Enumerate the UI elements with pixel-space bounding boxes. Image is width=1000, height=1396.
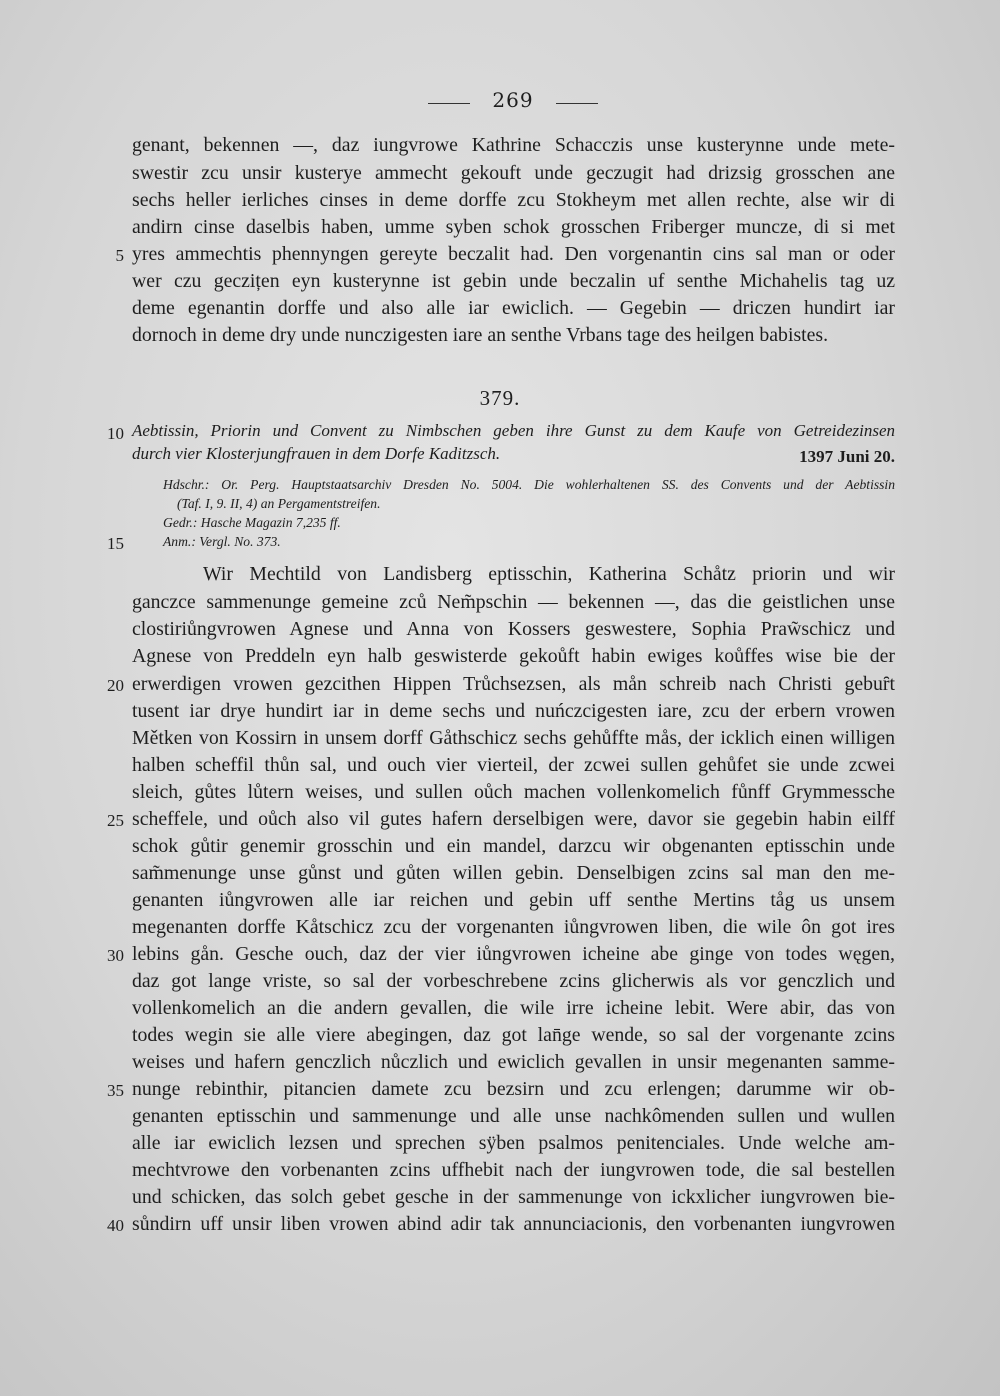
text-line: andirn cinse daselbis haben, umme syben schok grosschen Friberger muncze, di si met (132, 216, 895, 238)
document-number: 379. (479, 386, 521, 410)
manuscript-note: Hdschr.: Or. Perg. Hauptstaatsarchiv Dresden No. 5004. Die wohlerhaltenen SS. des Convents und der Aebtissin (163, 477, 895, 492)
text-line: halben scheffil thůn sal, und ouch vier vierteil, der zcwei sullen gehůfet sie unde zcwei (132, 754, 895, 776)
header-rule-left (428, 103, 470, 104)
text-line: sleich, gůtes lůtern weises, und sullen oůch machen vollenkomelich fůnff Grymmessche (132, 781, 895, 803)
line-number: 30 (107, 946, 124, 965)
line-number: 20 (107, 676, 124, 695)
manuscript-note-cont: (Taf. I, 9. II, 4) an Pergamentstreifen. (177, 496, 381, 511)
text-line: genanten eptisschin und sammenunge und alle unse nachkômenden sullen und wullen (132, 1105, 895, 1127)
text-line: sechs heller ierliches cinses in deme dorffe zcu Stokheym met allen rechte, alse wir di (132, 189, 895, 211)
text-line: Agnese von Preddeln eyn halb geswisterde gekoůft habin ewiges koůffes wise bie der (132, 645, 895, 667)
line-number: 40 (107, 1216, 124, 1235)
text-line: megenanten dorffe Kåtschicz zcu der vorgenanten iůngvrowen liben, die wile ôn got ires (132, 916, 895, 938)
text-line: sam̃menunge unse gůnst und gůten willen gebin. Denselbigen zcins sal man den me- (132, 862, 895, 884)
regest-line: Aebtissin, Priorin und Convent zu Nimbschen geben ihre Gunst zu dem Kaufe von Getreidezinsen (132, 421, 895, 440)
text-line: dornoch in deme dry unde nunczigesten iare an senthe Vrbans tage des heilgen babistes. (132, 324, 829, 346)
text-line: lebins gån. Gesche ouch, daz der vier iůngvrowen icheine abe ginge von todes węgen, (132, 943, 895, 965)
regest-line: durch vier Klosterjungfrauen in dem Dorfe Kaditzsch. (132, 444, 501, 463)
page-number: 269 (492, 88, 534, 112)
text-line: und schicken, das solch gebet gesche in der sammenunge von ickxlicher iungvrowen bie- (132, 1186, 895, 1208)
text-line: erwerdigen vrowen gezcithen Hippen Trůchsezsen, als mån schreib nach Christi gebuȓt (132, 673, 895, 695)
document-date: 1397 Juni 20. (799, 447, 895, 466)
text-line: schok gůtir genemir grosschin und ein mandel, darzcu wir obgenanten eptisschin unde (132, 835, 895, 857)
text-line: scheffele, und oůch also vil gutes hafern derselbigen were, davor sie gegebin habin eilff (132, 808, 895, 830)
text-line: todes wegin sie alle viere abegingen, daz got lan̄ge wende, so sal der vorgenante zcins (132, 1024, 895, 1046)
text-line: ganczce sammenunge gemeine zců Nem̃pschin — bekennen —, das die geistlichen unse (132, 591, 895, 613)
text-line: alle iar ewiclich lezsen und sprechen sÿben psalmos penitenciales. Unde welche am- (132, 1132, 895, 1154)
header-rule-right (556, 103, 598, 104)
text-line: sůndirn uff unsir liben vrowen abind adir tak annunciacionis, den vorbenanten iungvrowen (132, 1213, 895, 1235)
page-header (0, 88, 1000, 118)
text-line: yres ammechtis phennyngen gereyte beczalit had. Den vorgenantin cins sal man or oder (132, 243, 895, 265)
text-line: Wir Mechtild von Landisberg eptisschin, Katherina Schåtz priorin und wir (203, 563, 895, 585)
remark-note: Anm.: Vergl. No. 373. (163, 534, 281, 549)
text-line: clostiriůngvrowen Agnese und Anna von Kossers geswestere, Sophia Praw̃schicz und (132, 618, 895, 640)
text-line: daz got lange vriste, so sal der vorbeschrebene zcins glicherwis als vor genczlich und (132, 970, 895, 992)
text-line: Mětken von Kossirn in unsem dorff Gåthschicz sechs gehůffte mås, der icklich einen willigen (132, 727, 895, 749)
line-number: 25 (107, 811, 124, 830)
text-line: vollenkomelich an die andern gevallen, die wile irre icheine lebit. Were abir, das von (132, 997, 895, 1019)
text-line: nunge rebinthir, pitancien damete zcu bezsirn und zcu erlengen; darumme wir ob- (132, 1078, 895, 1100)
text-line: genant, bekennen —, daz iungvrowe Kathrine Schacczis unse kusterynne unde mete- (132, 134, 895, 156)
text-line: tusent iar drye hundirt iar in deme sechs und nuńczcigesten iare, zcu der erbern vrowen (132, 700, 895, 722)
line-number: 10 (107, 424, 124, 443)
text-line: weises und hafern genczlich nůczlich und ewiclich gevallen in unsir megenanten samme- (132, 1051, 895, 1073)
text-line: mechtvrowe den vorbenanten zcins uffhebit nach der iungvrowen tode, die sal bestellen (132, 1159, 895, 1181)
line-number: 5 (115, 246, 124, 265)
text-line: genanten iůngvrowen alle iar reichen und gebin uff senthe Mertins tåg us unsem (132, 889, 895, 911)
text-line: deme egenantin dorffe und also alle iar ewiclich. — Gegebin — driczen hundirt iar (132, 297, 895, 319)
line-number: 15 (107, 534, 124, 553)
text-line: swestir zcu unsir kusterye ammecht gekouft unde geczugit had drizsig grosschen ane (132, 162, 895, 184)
text-line: wer czu geczițen eyn kusterynne ist gebin unde beczalin uf senthe Michahelis tag uz (132, 270, 895, 292)
line-number: 35 (107, 1081, 124, 1100)
print-note: Gedr.: Hasche Magazin 7,235 ff. (163, 515, 341, 530)
